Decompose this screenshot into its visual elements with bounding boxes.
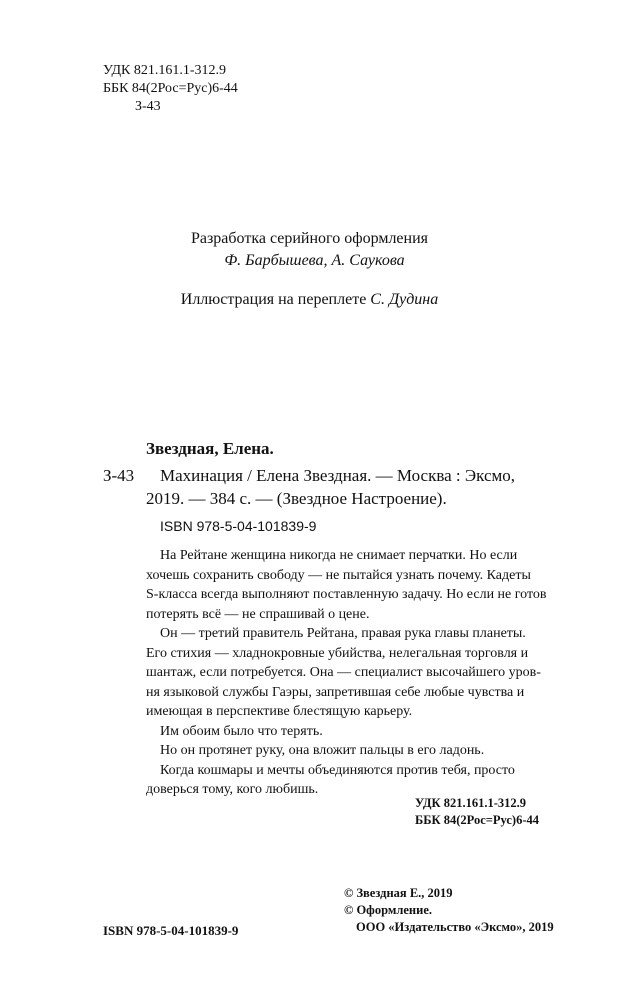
header-udk: УДК 821.161.1-312.9 (103, 63, 227, 78)
illustration-label: Иллюстрация на переплете (180, 291, 367, 308)
annotation-line: ня языковой службы Гаэры, запретившая себе любые чувства и (146, 684, 525, 700)
catalog-author: Звездная, Елена. (146, 439, 274, 458)
annotation-line: потерять всё — не спрашивай о цене. (146, 606, 370, 622)
credits-block (0, 228, 619, 272)
header-code: З-43 (135, 99, 161, 114)
annotation-line: Но он протянет руку, она вложит пальцы в его ладонь. (160, 743, 485, 758)
design-authors: Ф. Барбышева, А. Саукова (224, 252, 405, 269)
copyright-author: © Звездная Е., 2019 (344, 886, 453, 900)
annotation-line: Им обоим было что терять. (160, 723, 323, 739)
catalog-title-line-1: Махинация / Елена Звездная. — Москва : Эксмо, (160, 466, 516, 485)
header-bbk: ББК 84(2Рос=Рус)6-44 (103, 81, 238, 96)
catalog-title-line-2: 2019. — 384 с. — (Звездное Настроение). (146, 489, 447, 508)
copyright-design: © Оформление. (344, 903, 433, 917)
annotation-line: S-класса всегда выполняют поставленную задачу. Но если не готов (146, 587, 547, 602)
annotation-line: Его стихия — хладнокровные убийства, нелегальная торговля и (146, 645, 529, 661)
annotation-line: имеющая в перспективе блестящую карьеру. (146, 704, 413, 719)
copyright-block (344, 885, 554, 936)
annotation-line: хочешь сохранить свободу — не пытайся узнать почему. Кадеты (146, 567, 531, 583)
annotation-line: На Рейтане женщина никогда не снимает перчатки. Но если (160, 548, 518, 563)
design-label: Разработка серийного оформления (190, 230, 429, 247)
annotation-line: Когда кошмары и мечты объединяются против тебя, просто (160, 762, 515, 778)
annotation (146, 546, 547, 800)
footer-bbk: ББК 84(2Рос=Рус)6-44 (415, 813, 539, 827)
annotation-line: доверься тому, кого любишь. (146, 782, 319, 797)
header-classification (103, 62, 238, 116)
annotation-line: шантаж, если потребуется. Она — специалист высочайшего уров- (146, 665, 541, 680)
annotation-line: Он — третий правитель Рейтана, правая рука главы планеты. (160, 626, 526, 641)
footer-udk: УДК 821.161.1-312.9 (415, 796, 526, 810)
footer-classification (415, 795, 539, 829)
catalog-isbn: ISBN 978-5-04-101839-9 (160, 518, 317, 534)
footer-isbn: ISBN 978-5-04-101839-9 (103, 923, 239, 938)
catalog-code: З-43 (103, 466, 135, 485)
illustration-author: С. Дудина (370, 291, 439, 308)
copyright-publisher: ООО «Издательство «Эксмо», 2019 (356, 920, 554, 934)
illustration-credit (0, 289, 619, 311)
